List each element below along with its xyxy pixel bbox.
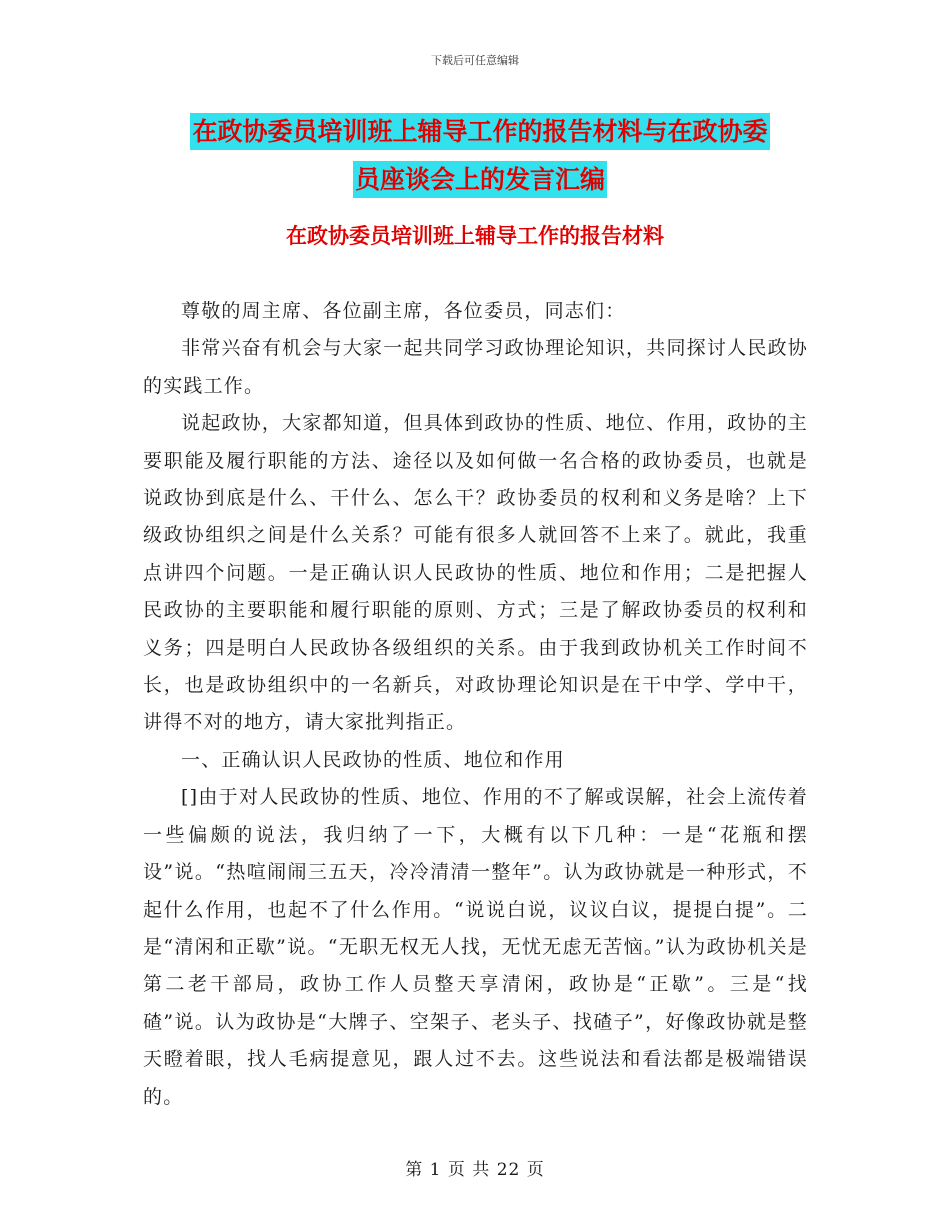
body-text (143, 293, 808, 1116)
document-title-line2: 员座谈会上的发言汇编 (353, 161, 607, 198)
paragraph: 非常兴奋有机会与大家一起共同学习政协理论知识，共同探讨人民政协的实践工作。 (143, 337, 808, 397)
document-title (140, 108, 820, 204)
document-title-line1: 在政协委员培训班上辅导工作的报告材料与在政协委 (190, 113, 769, 150)
section-title: 在政协委员培训班上辅导工作的报告材料 (286, 224, 664, 248)
section-heading: 一、正确认识人民政协的性质、地位和作用 (181, 748, 565, 771)
paragraph: []由于对人民政协的性质、地位、作用的不了解或误解，社会上流传着一些偏颇的说法，我归纳了一下，大概有以下几种：一是“花瓶和摆设”说。“热喧闹闹三五天，冷冷清清一整年”。认为政协就是一种形式，不起什么作用，也起不了什么作用。“说说白说，议议白议，提提白提”。二是“清闲和正歇”说。“无职无权无人找，无忧无虑无苦恼。”认为政协机关是第二老干部局，政协工作人员整天享清闲，政协是“正歇”。三是“找碴”说。认为政协是“大牌子、空架子、老头子、找碴子”，好像政协就是整天瞪着眼，找人毛病提意见，跟人过不去。这些说法和看法都是极端错误的。 (143, 786, 808, 1108)
header-note: 下载后可任意编辑 (431, 54, 519, 67)
page-number-footer: 第 1 页 共 22 页 (405, 1160, 545, 1180)
paragraph: 说起政协，大家都知道，但具体到政协的性质、地位、作用，政协的主要职能及履行职能的方法、途径以及如何做一名合格的政协委员，也就是说政协到底是什么、干什么、怎么干？政协委员的权利和义务是啥？上下级政协组织之间是什么关系？可能有很多人就回答不上来了。就此，我重点讲四个问题。一是正确认识人民政协的性质、地位和作用；二是把握人民政协的主要职能和履行职能的原则、方式；三是了解政协委员的权利和义务；四是明白人民政协各级组织的关系。由于我到政协机关工作时间不长，也是政协组织中的一名新兵，对政协理论知识是在干中学、学中干，讲得不对的地方，请大家批判指正。 (143, 412, 808, 734)
paragraph-greeting: 尊敬的周主席、各位副主席，各位委员，同志们： (181, 300, 626, 322)
